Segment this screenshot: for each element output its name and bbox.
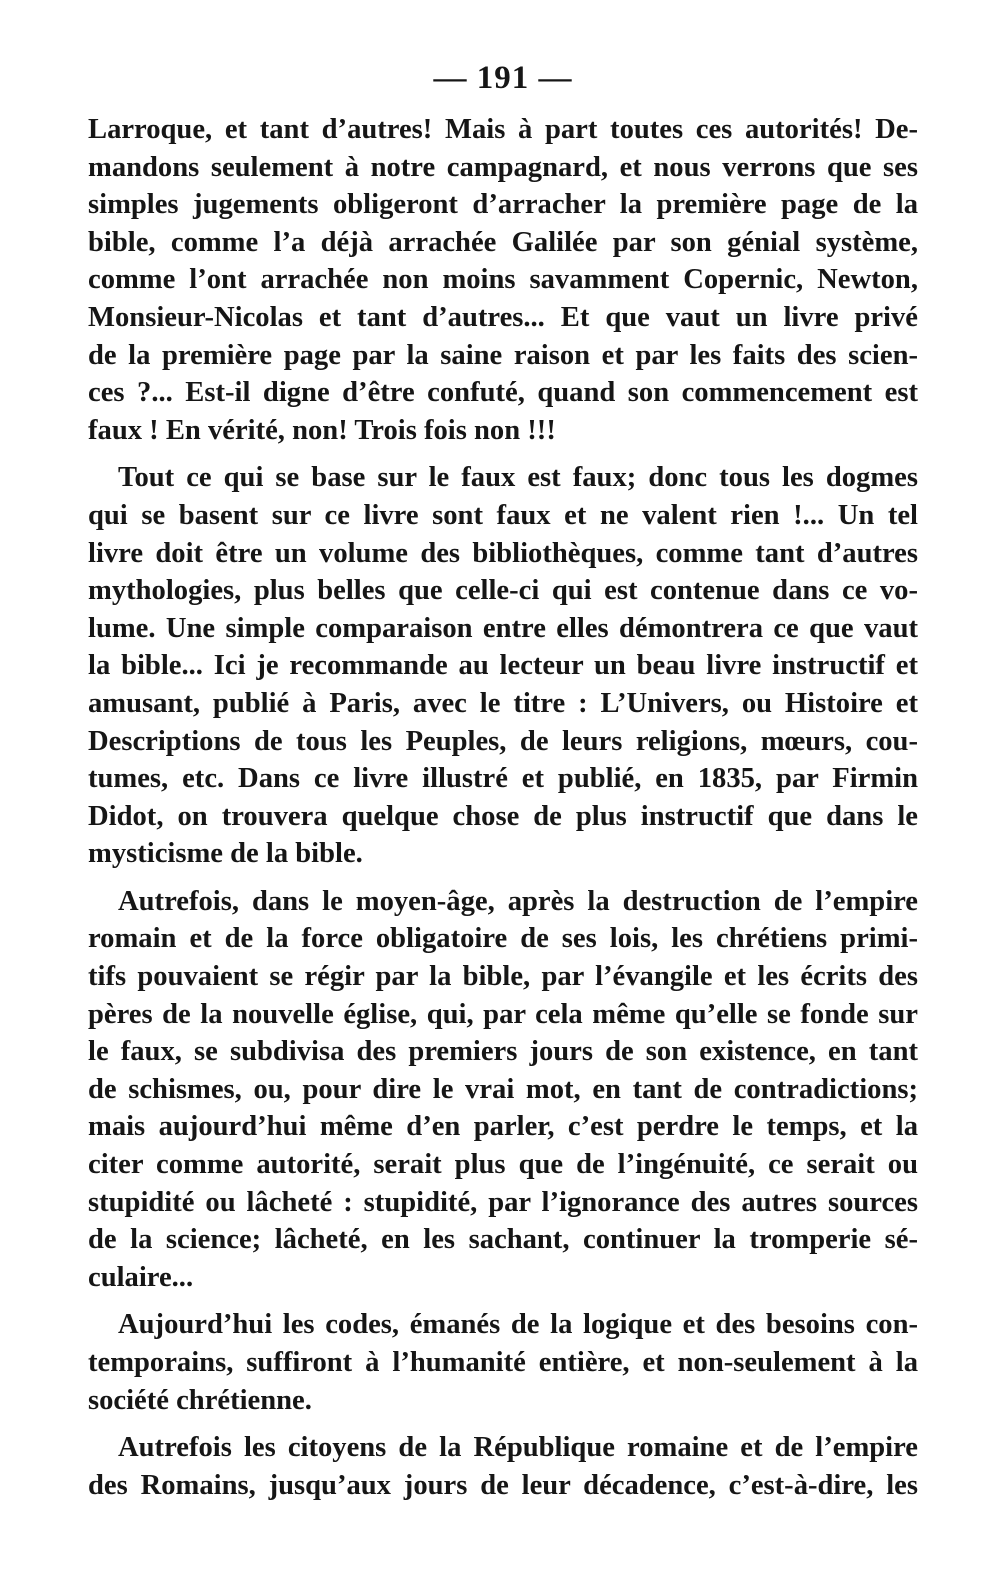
text-line: citer comme autorité, serait plus que de l’ingénuité, ce serait ou xyxy=(88,1149,918,1181)
paragraph xyxy=(88,111,918,449)
paragraph xyxy=(88,1429,918,1504)
text-line: stupidité ou lâcheté : stupidité, par l’ignorance des autres sources xyxy=(88,1186,918,1218)
paragraph xyxy=(88,1306,918,1419)
paragraph xyxy=(88,459,918,873)
text-line: mysticisme de la bible. xyxy=(88,838,363,870)
text-line: mais aujourd’hui même d’en parler, c’est perdre le temps, et la xyxy=(88,1111,918,1143)
text-line: comme l’ont arrachée non moins savamment Copernic, Newton, xyxy=(88,264,918,296)
text-line: bible, comme l’a déjà arrachée Galilée par son génial système, xyxy=(88,226,918,258)
text-line: lume. Une simple comparaison entre elles démontrera ce que vaut xyxy=(88,612,918,644)
text-line: tumes, etc. Dans ce livre illustré et publié, en 1835, par Firmin xyxy=(88,763,918,795)
paragraph xyxy=(88,883,918,1297)
text-line: la bible... Ici je recommande au lecteur un beau livre instructif et xyxy=(88,650,918,682)
text-line: qui se basent sur ce livre sont faux et ne valent rien !... Un tel xyxy=(88,499,918,531)
text-line: culaire... xyxy=(88,1261,194,1293)
text-line: livre doit être un volume des bibliothèques, comme tant d’autres xyxy=(88,537,918,569)
text-line: Descriptions de tous les Peuples, de leurs religions, mœurs, cou- xyxy=(88,725,918,757)
text-line: Didot, on trouvera quelque chose de plus instructif que dans le xyxy=(88,800,918,832)
text-line: des Romains, jusqu’aux jours de leur décadence, c’est-à-dire, les xyxy=(88,1469,918,1501)
text-line: faux ! En vérité, non! Trois fois non !!! xyxy=(88,414,556,446)
text-line: mythologies, plus belles que celle-ci qui est contenue dans ce vo- xyxy=(88,575,918,607)
text-line: pères de la nouvelle église, qui, par cela même qu’elle se fonde sur xyxy=(88,998,918,1030)
text-line: tifs pouvaient se régir par la bible, par l’évangile et les écrits des xyxy=(88,961,918,993)
text-line: simples jugements obligeront d’arracher la première page de la xyxy=(88,189,918,221)
text-line: amusant, publié à Paris, avec le titre : L’Univers, ou Histoire et xyxy=(88,687,918,719)
text-line: Monsieur-Nicolas et tant d’autres... Et que vaut un livre privé xyxy=(88,301,918,333)
text-line: Larroque, et tant d’autres! Mais à part toutes ces autorités! De- xyxy=(88,114,918,145)
text-line: société chrétienne. xyxy=(88,1384,312,1416)
text-line: mandons seulement à notre campagnard, et nous verrons que ses xyxy=(88,151,918,183)
text-line: de schismes, ou, pour dire le vrai mot, en tant de contradictions; xyxy=(88,1073,918,1105)
text-line: Autrefois, dans le moyen-âge, après la destruction de l’empire xyxy=(118,885,918,917)
text-line: le faux, se subdivisa des premiers jours de son existence, en tant xyxy=(88,1036,918,1068)
text-line: romain et de la force obligatoire de ses lois, les chrétiens primi- xyxy=(88,923,918,955)
text-line: Tout ce qui se base sur le faux est faux; donc tous les dogmes xyxy=(118,462,918,494)
text-line: ces ?... Est-il digne d’être confuté, quand son commencement est xyxy=(88,377,918,409)
text-line: Autrefois les citoyens de la République romaine et de l’empire xyxy=(118,1432,918,1464)
text-line: de la science; lâcheté, en les sachant, continuer la tromperie sé- xyxy=(88,1224,918,1256)
text-line: Aujourd’hui les codes, émanés de la logique et des besoins con- xyxy=(118,1309,918,1341)
text-line: temporains, suffiront à l’humanité entière, et non-seulement à la xyxy=(88,1347,918,1378)
text-body xyxy=(88,111,918,1504)
page-number: — 191 — xyxy=(433,60,573,96)
book-page xyxy=(88,60,918,1514)
text-line: de la première page par la saine raison et par les faits des scien- xyxy=(88,339,918,371)
